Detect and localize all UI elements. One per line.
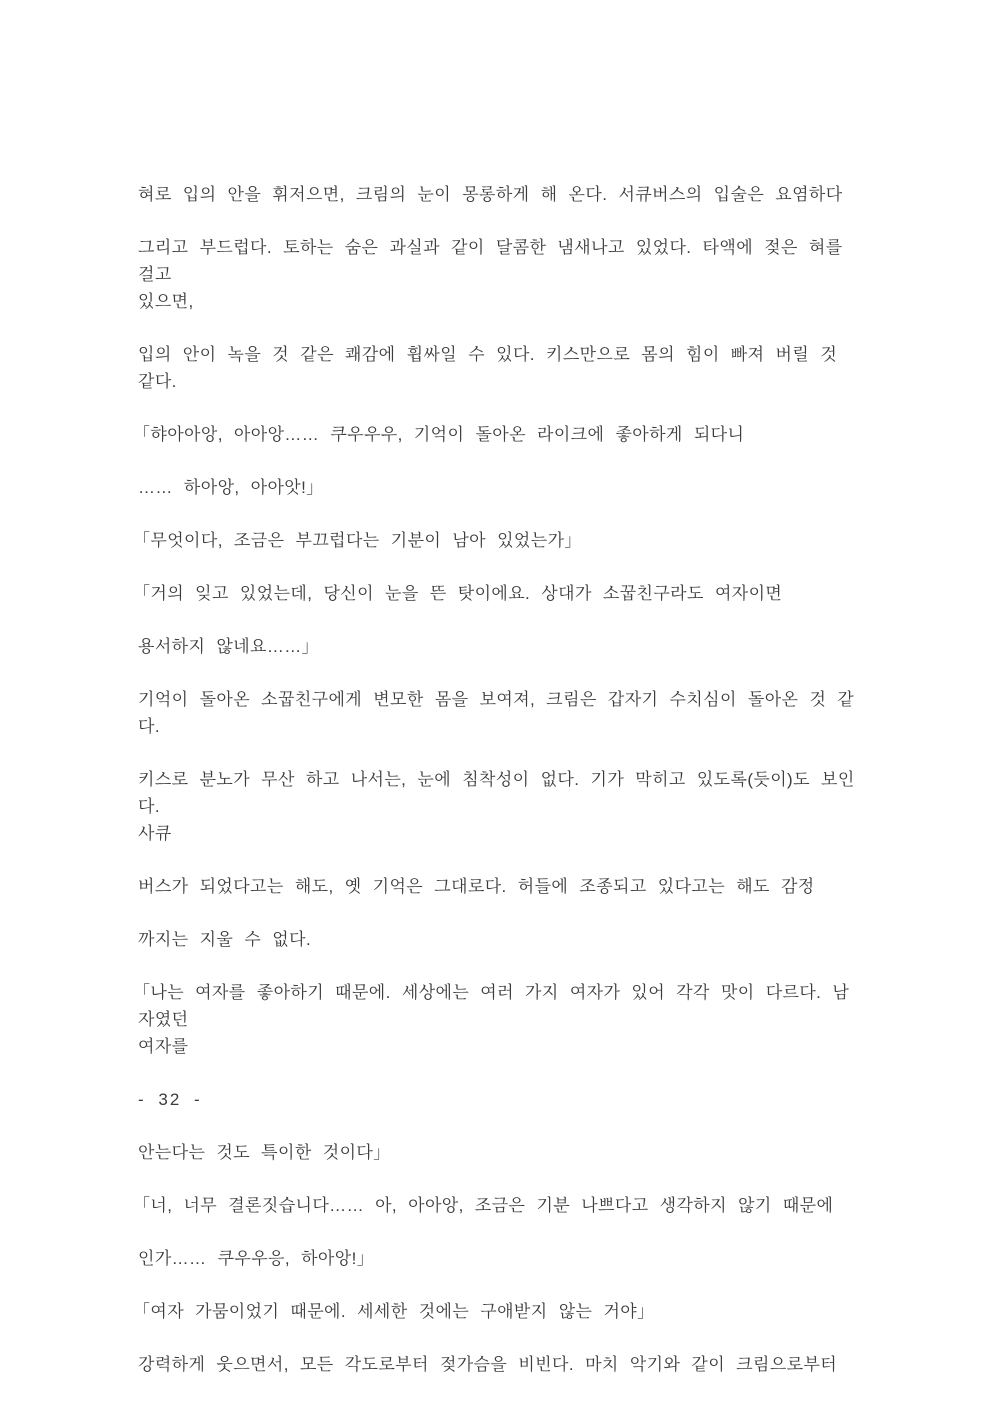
text-line: 기억이 돌아온 소꿉친구에게 변모한 몸을 보여져, 크림은 갑자기 수치심이 돌아온 것 같다.: [138, 690, 855, 736]
text-line: 여자를: [138, 1037, 189, 1056]
text-line: 키스로 분노가 무산 하고 나서는, 눈에 침착성이 없다. 기가 막히고 있도록(듯이)도 보인다.: [138, 770, 855, 816]
text-line: …… 하아앙, 아아앗!」: [138, 478, 324, 497]
text-line: 「햐아아앙, 아아앙…… 쿠우우우, 기억이 돌아온 라이크에 좋아하게 되다니: [133, 425, 745, 444]
text-line: 까지는 지울 수 없다.: [138, 930, 312, 949]
text-line: 혀로 입의 안을 휘저으면, 크림의 눈이 몽롱하게 해 온다. 서큐버스의 입술은 요염하다: [138, 185, 843, 204]
text-line: 「여자 가뭄이었기 때문에. 세세한 것에는 구애받지 않는 거야」: [133, 1302, 655, 1321]
text-line: 「무엇이다, 조금은 부끄럽다는 기분이 남아 있었는가」: [133, 531, 582, 550]
text-line: 안는다는 것도 특이한 것이다」: [138, 1143, 391, 1162]
text-line: 「너, 너무 결론짓습니다…… 아, 아아앙, 조금은 기분 나쁘다고 생각하지 않기 때문에: [133, 1196, 834, 1215]
text-line: 있으면,: [138, 292, 194, 311]
page-number: - 32 -: [138, 1090, 202, 1109]
text-line: 「거의 잊고 있었는데, 당신이 눈을 뜬 탓이에요. 상대가 소꿉친구라도 여자이면: [133, 584, 783, 603]
text-line: 「나는 여자를 좋아하기 때문에. 세상에는 여러 가지 여자가 있어 각각 맛이 다르다. 남자였던: [133, 983, 850, 1029]
text-line: 인가…… 쿠우우응, 하아앙!」: [138, 1249, 375, 1268]
text-line: 입의 안이 녹을 것 같은 쾌감에 휩싸일 수 있다. 키스만으로 몸의 힘이 빠져 버릴 것 같다.: [138, 345, 838, 391]
text-line: 사큐: [138, 824, 172, 843]
text-content: [133, 181, 864, 1378]
text-line: 그리고 부드럽다. 토하는 숨은 과실과 같이 달콤한 냄새나고 있었다. 타액에 젖은 혀를 걸고: [138, 238, 843, 284]
text-line: 강력하게 웃으면서, 모든 각도로부터 젖가슴을 비빈다. 마치 악기와 같이 크림으로부터: [138, 1355, 838, 1374]
text-line: 버스가 되었다고는 해도, 옛 기억은 그대로다. 허들에 조종되고 있다고는 해도 감정: [138, 877, 815, 896]
text-line: 용서하지 않네요……」: [138, 637, 320, 656]
